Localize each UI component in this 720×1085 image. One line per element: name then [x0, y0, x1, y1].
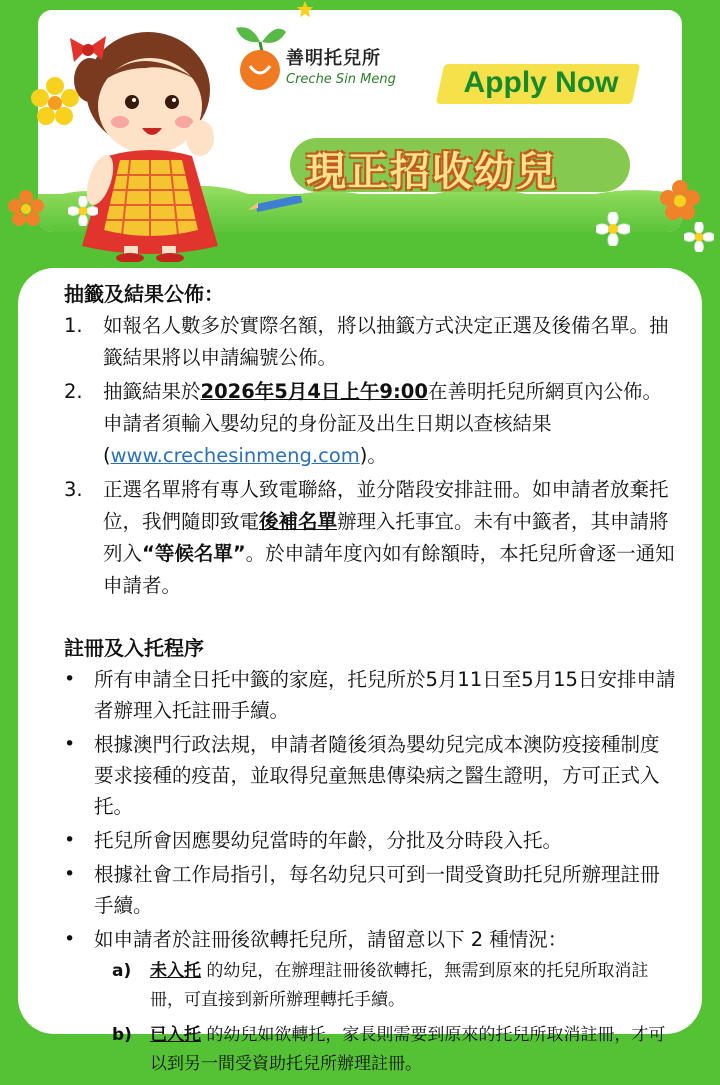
draw-date: 2026年5月4日上午9:00 — [200, 380, 428, 403]
content-body — [48, 278, 678, 1085]
bullet-icon: • — [64, 733, 76, 755]
list-item: • 托兒所會因應嬰幼兒當時的年齡，分批及分時段入托。 — [48, 825, 678, 856]
list-item: • 所有申請全日托中籤的家庭，托兒所於5月11日至5月15日安排申請者辦理入托註冊手續。 — [48, 664, 678, 726]
yellow-flower-icon — [30, 76, 80, 126]
section-heading-draw: 抽籤及結果公佈： — [64, 282, 224, 306]
star-icon — [296, 0, 314, 18]
sub-list-item: a) 未入托 的幼兒，在辦理註冊後欲轉托，無需到原來的托兒所取消註冊，可直接到新所辦理轉托手續。 — [112, 961, 649, 1010]
website-link[interactable]: www.crechesinmeng.com — [110, 444, 360, 467]
logo-icon — [232, 20, 288, 92]
daisy-icon — [596, 212, 630, 246]
bullet-icon: • — [64, 928, 76, 950]
logo-english-name: Creche Sin Meng — [286, 72, 396, 87]
pencil-icon — [246, 196, 306, 212]
bullet-icon: • — [64, 863, 76, 885]
orange-flower-right-icon — [660, 180, 700, 220]
bullet-icon: • — [64, 829, 76, 851]
daisy-left-icon — [68, 196, 98, 226]
waitlist-label: 後補名單 — [259, 510, 338, 533]
list-item: • 根據澳門行政法規，申請者隨後須為嬰幼兒完成本澳防疫接種制度要求接種的疫苗，並取得兒童無患傳染病之醫生證明，方可正式入托。 — [48, 729, 678, 822]
section-heading-registration: 註冊及入托程序 — [64, 636, 204, 660]
logo-chinese-name: 善明托兒所 — [286, 48, 381, 69]
waiting-list-label: “等候名單” — [142, 542, 246, 565]
list-item: • 如申請者於註冊後欲轉托兒所，請留意以下 2 種情況： a) 未入托 的幼兒，在辦理註冊後欲轉托，無需到原來的托兒所取消註冊，可直接到新所辦理轉托手續。 b) 已入托 的幼兒如欲轉托，家長則需要到原來的托兒所取消註冊，才可以到另一間受資助托兒所辦理註冊。 — [48, 924, 678, 1079]
orange-flower-icon — [8, 190, 44, 226]
list-item: • 根據社會工作局指引，每名幼兒只可到一間受資助托兒所辦理註冊手續。 — [48, 859, 678, 921]
daisy-right-icon — [684, 222, 714, 252]
sub-list-item: b) 已入托 的幼兒如欲轉托，家長則需要到原來的托兒所取消註冊，才可以到另一間受資助托兒所辦理註冊。 — [112, 1025, 666, 1074]
list-item: 2. 抽籤結果於2026年5月4日上午9:00在善明托兒所網頁內公佈。申請者須輸入嬰幼兒的身份証及出生日期以查核結果 (www.crechesinmeng.com)。 — [64, 380, 662, 467]
headline-text: 現正招收幼兒 — [306, 149, 558, 195]
transfer-cases-list — [94, 957, 678, 1079]
draw-results-list — [48, 310, 678, 602]
registration-list — [48, 664, 678, 1079]
bullet-icon: • — [64, 668, 76, 690]
list-item: 1. 如報名人數多於實際名額，將以抽籤方式決定正選及後備名單。抽籤結果將以申請編號公佈。 — [64, 314, 669, 369]
list-item: 3. 正選名單將有專人致電聯絡，並分階段安排註冊。如申請者放棄托位，我們隨即致電後補名單辦理入托事宜。未有中籤者，其申請將列入“等候名單”。於申請年度內如有餘額時，本托兒所會逐一通知申請者。 — [64, 478, 675, 597]
apply-now-text: Apply Now — [463, 66, 619, 99]
